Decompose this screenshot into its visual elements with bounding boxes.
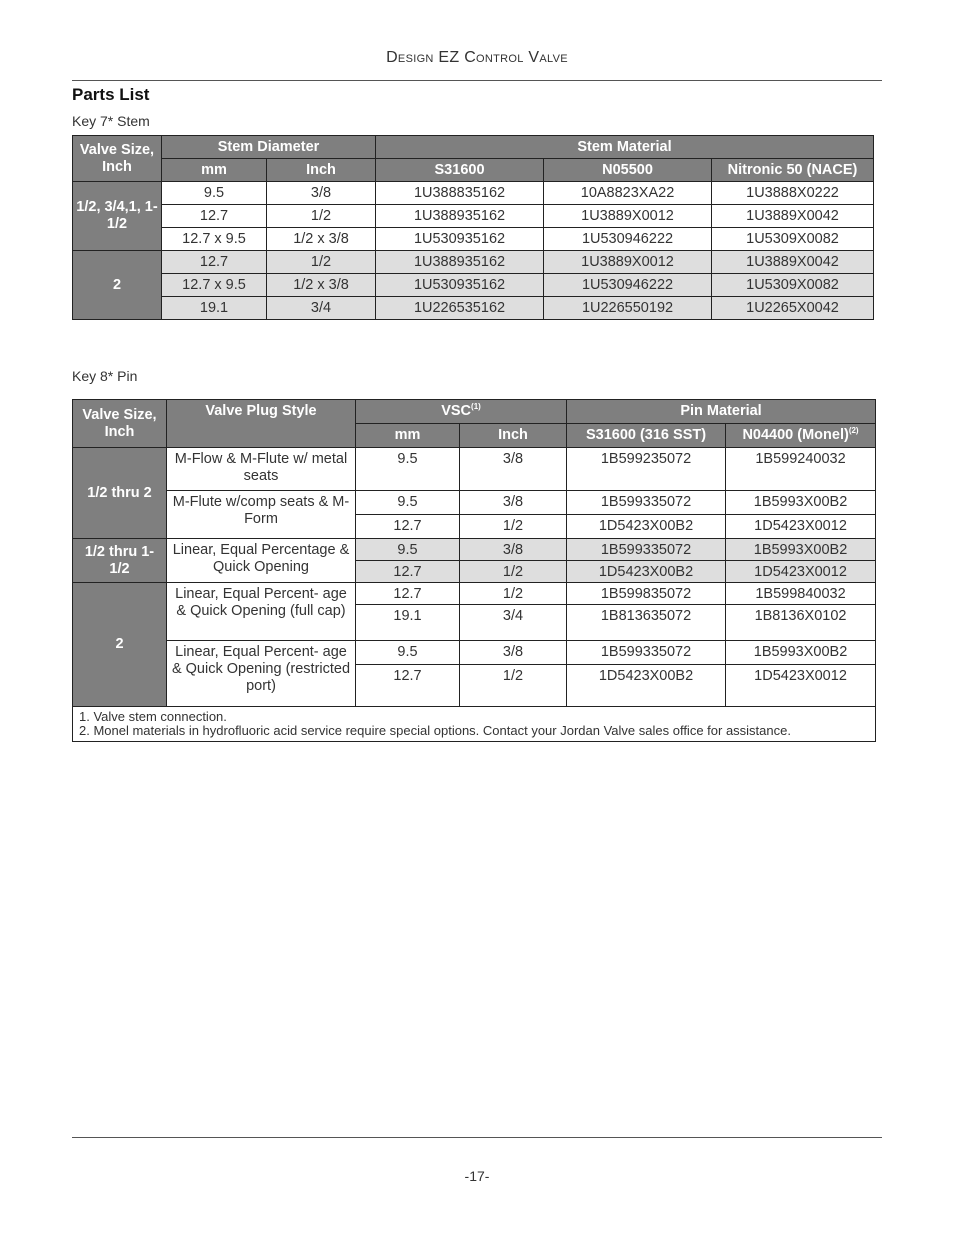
table-cell: 3/8 [460, 641, 567, 665]
table-cell: 1/2 [460, 561, 567, 583]
table-cell: 1U226535162 [376, 297, 544, 320]
header-pin-material: Pin Material [567, 400, 876, 424]
table-cell: 1U3889X0042 [712, 205, 874, 228]
table-cell: 1/2 [460, 515, 567, 539]
header-n04400-label: N04400 (Monel) [742, 427, 849, 443]
header-s31600: S31600 (316 SST) [567, 424, 726, 448]
page-number: -17- [464, 1168, 490, 1184]
table-cell: 1U3888X0222 [712, 182, 874, 205]
table-cell: 1U226550192 [544, 297, 712, 320]
header-nitronic: Nitronic 50 (NACE) [712, 159, 874, 182]
table-row [73, 297, 874, 320]
table-cell: 1B599335072 [567, 539, 726, 561]
table-cell: 12.7 x 9.5 [162, 274, 267, 297]
note-2: 2. Monel materials in hydrofluoric acid service require special options. Contact your Jordan Valve sales office for assistance. [79, 723, 791, 738]
table-cell: 19.1 [162, 297, 267, 320]
table-cell: 1B5993X00B2 [726, 491, 876, 515]
note-1: 1. Valve stem connection. [79, 709, 227, 724]
table-cell: 1B599235072 [567, 448, 726, 491]
table-cell: 1/2 [460, 583, 567, 605]
table-cell: 1B813635072 [567, 605, 726, 641]
table-row [73, 205, 874, 228]
table-cell: 12.7 x 9.5 [162, 228, 267, 251]
table-cell: 1/2 x 3/8 [267, 228, 376, 251]
header-inch: Inch [460, 424, 567, 448]
table-cell: 1D5423X0012 [726, 515, 876, 539]
table-row [73, 641, 876, 665]
table-cell: 3/8 [460, 491, 567, 515]
table-cell: 1U3889X0012 [544, 205, 712, 228]
table-cell: 3/4 [267, 297, 376, 320]
header-vsc-label: VSC [441, 403, 472, 419]
table-cell: 1U2265X0042 [712, 297, 874, 320]
table-cell: 1B8136X0102 [726, 605, 876, 641]
footnote-ref-1: (1) [471, 402, 481, 412]
table-cell: 1B599835072 [567, 583, 726, 605]
table-cell: 1/2 [267, 205, 376, 228]
header-plug-style: Valve Plug Style [167, 400, 356, 448]
header-mm: mm [356, 424, 460, 448]
footnote-ref-2: (2) [848, 426, 859, 436]
table-cell: 1U3889X0012 [544, 251, 712, 274]
table-cell: 3/4 [460, 605, 567, 641]
table-row [73, 583, 876, 605]
table-cell: 1U530935162 [376, 274, 544, 297]
table-header-row [73, 400, 876, 424]
header-valve-size: Valve Size, Inch [73, 400, 167, 448]
table-row [73, 539, 876, 561]
table-header-row [73, 136, 874, 159]
table-cell: 12.7 [356, 665, 460, 707]
header-rule [72, 80, 882, 81]
table-cell: 1U530946222 [544, 274, 712, 297]
plug-style-cell: M-Flute w/comp seats & M-Form [167, 491, 356, 539]
header-n04400 [726, 424, 876, 448]
table-cell: 1U388935162 [376, 205, 544, 228]
plug-style-cell: Linear, Equal Percent- age & Quick Opening (full cap) [167, 583, 356, 641]
table-cell: 9.5 [356, 491, 460, 515]
table-row [73, 228, 874, 251]
table-cell: 3/8 [460, 448, 567, 491]
table-cell: 1D5423X0012 [726, 665, 876, 707]
table-cell: 1U5309X0082 [712, 274, 874, 297]
notes-row [73, 707, 876, 742]
table-row [73, 448, 876, 491]
table-cell: 1D5423X00B2 [567, 665, 726, 707]
table-cell: 12.7 [356, 583, 460, 605]
table-cell: 19.1 [356, 605, 460, 641]
table-cell: 1/2 [460, 665, 567, 707]
section-title: Parts List [72, 85, 150, 104]
header-mm: mm [162, 159, 267, 182]
table-cell: 9.5 [162, 182, 267, 205]
running-title: Design EZ Control Valve [386, 49, 568, 66]
table-row [73, 251, 874, 274]
valve-size-cell: 1/2 thru 2 [73, 448, 167, 539]
footer-rule [72, 1137, 882, 1138]
valve-size-cell: 2 [73, 251, 162, 320]
table-cell: 12.7 [356, 561, 460, 583]
table-cell: 1U530935162 [376, 228, 544, 251]
table-cell: 1U5309X0082 [712, 228, 874, 251]
table-cell: 1B599240032 [726, 448, 876, 491]
table-notes [73, 707, 876, 742]
table-cell: 9.5 [356, 539, 460, 561]
table-subheader-row [73, 159, 874, 182]
stem-parts-table [72, 135, 874, 320]
table-row [73, 274, 874, 297]
table-row [73, 491, 876, 515]
stem-table-label: Key 7* Stem [72, 113, 150, 129]
table-cell: 1U388835162 [376, 182, 544, 205]
header-stem-diameter: Stem Diameter [162, 136, 376, 159]
table-cell: 1U3889X0042 [712, 251, 874, 274]
header-stem-material: Stem Material [376, 136, 874, 159]
table-cell: 12.7 [162, 251, 267, 274]
table-cell: 3/8 [267, 182, 376, 205]
table-cell: 1D5423X00B2 [567, 515, 726, 539]
table-cell: 1B5993X00B2 [726, 539, 876, 561]
plug-style-cell: M-Flow & M-Flute w/ metal seats [167, 448, 356, 491]
table-cell: 1U530946222 [544, 228, 712, 251]
table-cell: 3/8 [460, 539, 567, 561]
table-cell: 1B599840032 [726, 583, 876, 605]
table-cell: 1B599335072 [567, 491, 726, 515]
table-cell: 9.5 [356, 641, 460, 665]
pin-parts-table [72, 399, 876, 742]
valve-size-cell: 1/2, 3/4,1, 1-1/2 [73, 182, 162, 251]
header-vsc [356, 400, 567, 424]
valve-size-cell: 2 [73, 583, 167, 707]
header-inch: Inch [267, 159, 376, 182]
header-s31600: S31600 [376, 159, 544, 182]
valve-size-cell: 1/2 thru 1-1/2 [73, 539, 167, 583]
table-cell: 12.7 [162, 205, 267, 228]
header-valve-size: Valve Size, Inch [73, 136, 162, 182]
table-cell: 1D5423X0012 [726, 561, 876, 583]
table-cell: 9.5 [356, 448, 460, 491]
table-cell: 1D5423X00B2 [567, 561, 726, 583]
table-cell: 12.7 [356, 515, 460, 539]
table-cell: 1B5993X00B2 [726, 641, 876, 665]
table-cell: 1/2 [267, 251, 376, 274]
table-row [73, 182, 874, 205]
table-cell: 1B599335072 [567, 641, 726, 665]
pin-table-label: Key 8* Pin [72, 368, 138, 384]
plug-style-cell: Linear, Equal Percent- age & Quick Opening (restricted port) [167, 641, 356, 707]
table-cell: 1/2 x 3/8 [267, 274, 376, 297]
plug-style-cell: Linear, Equal Percentage & Quick Opening [167, 539, 356, 583]
table-cell: 1U388935162 [376, 251, 544, 274]
header-n05500: N05500 [544, 159, 712, 182]
table-cell: 10A8823XA22 [544, 182, 712, 205]
